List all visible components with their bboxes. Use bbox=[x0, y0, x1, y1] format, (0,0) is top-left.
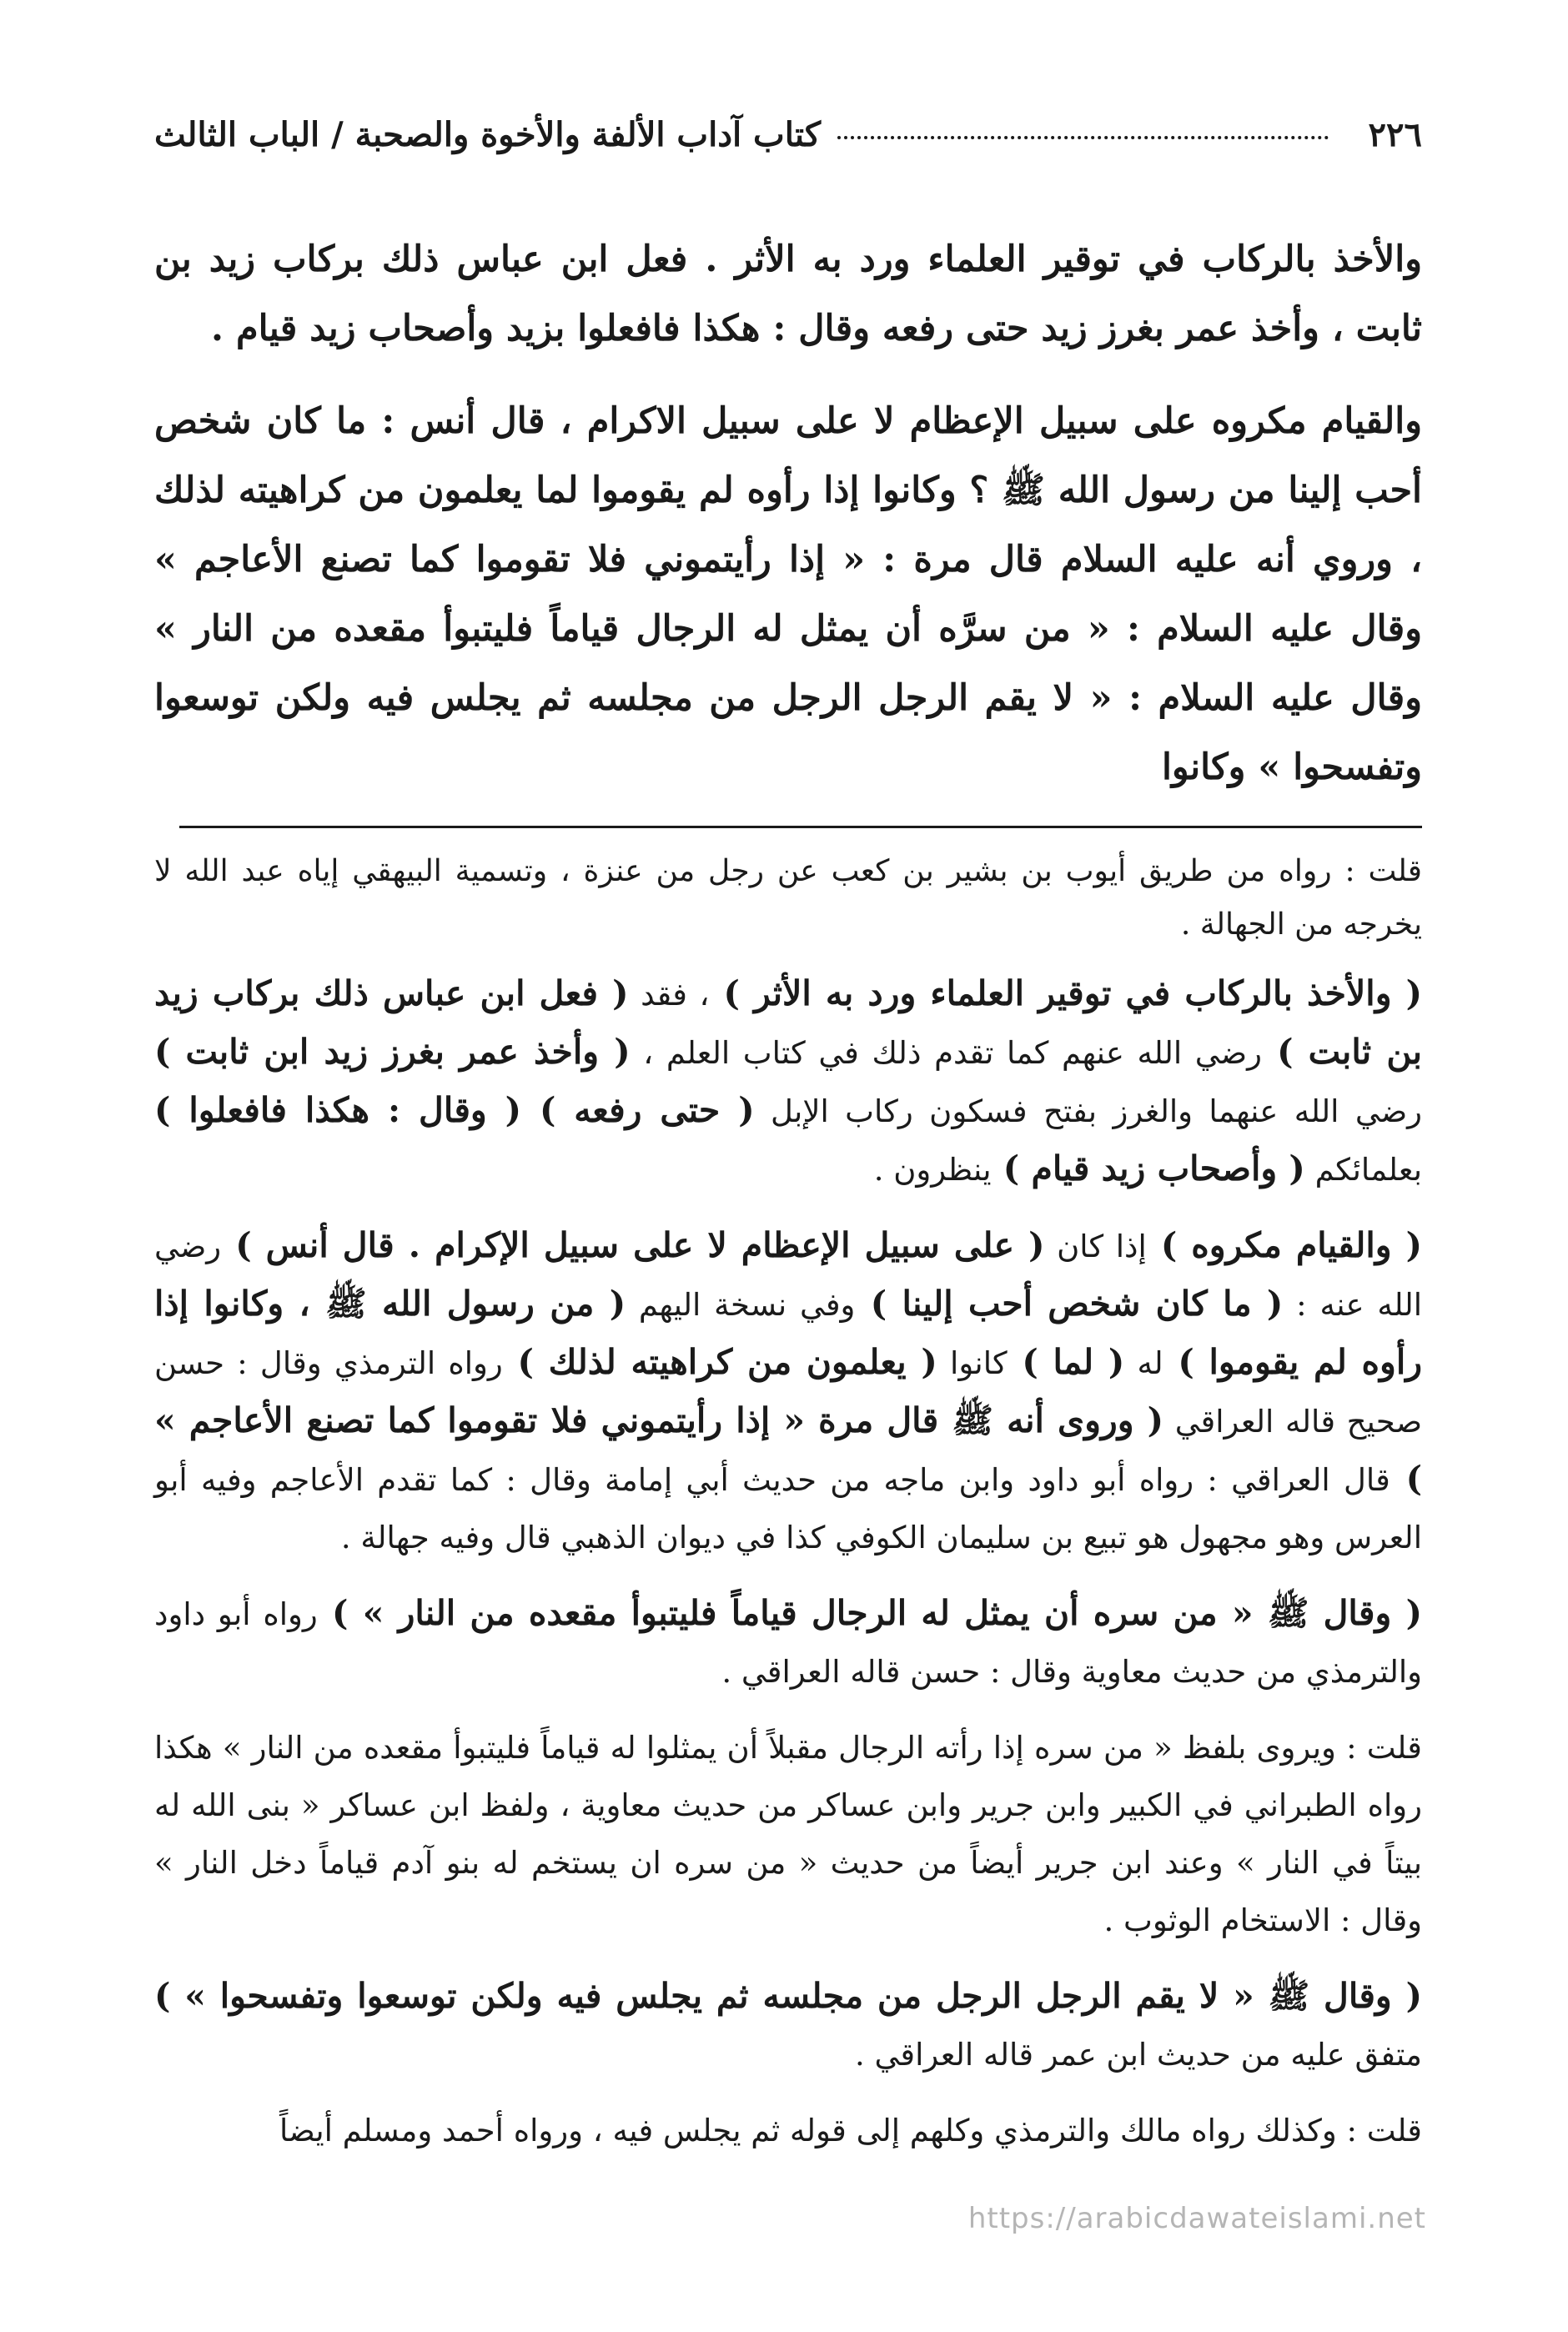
explanation-text: كانوا bbox=[937, 1345, 1008, 1381]
explanation-text: رواه أبو داود والترمذي من حديث معاوية وقال : حسن قاله العراقي . bbox=[154, 1596, 1422, 1690]
watermark-url: https://arabicdawateislami.net bbox=[967, 2202, 1426, 2235]
quoted-text: ( يعلمون من كراهيته لذلك ) bbox=[502, 1342, 937, 1382]
quoted-text: ( وقال ﷺ « لا يقم الرجل الرجل من مجلسه ثم يجلس فيه ولكن توسعوا وتفسحوا » ) bbox=[154, 1976, 1422, 2016]
commentary-section bbox=[154, 965, 1422, 2159]
main-paragraph: والقيام مكروه على سبيل الإعظام لا على سبيل الاكرام ، قال أنس : ما كان شخص أحب إلينا من رسول الله ﷺ ؟ وكانوا إذا رأوه لم يقوموا لما يعلمون من كراهيته لذلك ، وروي أنه عليه السلام قال مرة : « إذا رأيتموني فلا تقوموا كما تصنع الأعاجم » وقال عليه السلام : « من سرَّه أن يمثل له الرجال قياماً فليتبوأ مقعده من النار » وقال عليه السلام : « لا يقم الرجل الرجل من مجلسه ثم يجلس فيه ولكن توسعوا وتفسحوا » وكانوا bbox=[154, 400, 1422, 788]
quoted-text: ( والأخذ بالركاب في توقير العلماء ورد به الأثر ) bbox=[709, 973, 1422, 1013]
page-content bbox=[154, 225, 1422, 2178]
commentary-paragraph bbox=[154, 965, 1422, 1199]
explanation-text: قال العراقي : رواه أبو داود وابن ماجه من حديث أبي إمامة وقال : كما تقدم الأعاجم وفيه أبو العرس وهو مجهول هو تبيع بن سليمان الكوفي كذا في ديوان الذهبي قال وفيه جهالة . bbox=[154, 1462, 1422, 1556]
quoted-text: ( فعل ابن عباس ذلك بركاب زيد بن ثابت ) bbox=[154, 973, 1422, 1072]
running-title: كتاب آداب الألفة والأخوة والصحبة / الباب الثالث bbox=[154, 115, 822, 154]
explanation-text: وفي نسخة اليهم bbox=[626, 1287, 856, 1323]
explanation-text: رضي الله عنهما والغرز بفتح فسكون ركاب الإبل bbox=[754, 1093, 1422, 1129]
footnote-divider bbox=[179, 826, 1422, 828]
quoted-text: ( وقال : هكذا فافعلوا ) bbox=[154, 1090, 522, 1130]
explanation-text: إذا كان bbox=[1044, 1229, 1147, 1264]
header-dot-leader bbox=[837, 136, 1329, 139]
commentary-paragraph bbox=[154, 2102, 1422, 2159]
explanation-text: قلت : ويروى بلفظ « من سره إذا رأته الرجال مقبلاً أن يمثلوا له قياماً فليتبوأ مقعده من النار » هكذا رواه الطبراني في الكبير وابن جرير وابن عساكر من حديث معاوية ، ولفظ ابن عساكر « بنى الله له بيتاً في النار » وعند ابن جرير أيضاً من حديث « من سره ان يستخم له بنو آدم قياماً دخل النار » وقال : الاستخام الوثوب . bbox=[154, 1730, 1422, 1938]
quoted-text: ( ما كان شخص أحب إلينا ) bbox=[855, 1284, 1284, 1324]
explanation-text: قلت : وكذلك رواه مالك والترمذي وكلهم إلى قوله ثم يجلس فيه ، ورواه أحمد ومسلم أيضاً bbox=[279, 2113, 1422, 2149]
page-number: ٢٢٦ bbox=[1368, 115, 1422, 154]
quoted-text: ( وقال ﷺ « من سره أن يمثل له الرجال قياماً فليتبوأ مقعده من النار » ) bbox=[317, 1593, 1422, 1633]
quoted-text: ( حتى رفعه ) bbox=[521, 1090, 755, 1130]
explanation-text: رواه الترمذي وقال : حسن صحيح قاله العراقي bbox=[154, 1345, 1422, 1440]
explanation-text: له bbox=[1124, 1345, 1163, 1381]
main-paragraph: والأخذ بالركاب في توقير العلماء ورد به الأثر . فعل ابن عباس ذلك بركاب زيد بن ثابت ، وأخذ عمر بغرز زيد حتى رفعه وقال : هكذا فافعلوا بزيد وأصحاب زيد قيام . bbox=[154, 239, 1422, 349]
commentary-paragraph bbox=[154, 1585, 1422, 1701]
quoted-text: ( من رسول الله ﷺ ، وكانوا إذا رأوه لم يقوموا ) bbox=[154, 1284, 1423, 1382]
commentary-paragraph bbox=[154, 1719, 1422, 1949]
commentary-paragraph bbox=[154, 1968, 1422, 2083]
commentary-paragraph bbox=[154, 1217, 1422, 1566]
explanation-text: رضي الله عنهم كما تقدم ذلك في كتاب العلم ، bbox=[630, 1035, 1262, 1071]
page-header bbox=[154, 115, 1422, 154]
quoted-text: ( وأصحاب زيد قيام ) bbox=[991, 1148, 1305, 1189]
quoted-text: ( على سبيل الإعظام لا على سبيل الإكرام . قال أنس ) bbox=[221, 1225, 1045, 1265]
explanation-text: متفق عليه من حديث ابن عمر قاله العراقي . bbox=[855, 2037, 1422, 2073]
quoted-text: ( والقيام مكروه ) bbox=[1146, 1225, 1423, 1265]
explanation-text: رضي الله عنه : bbox=[154, 1229, 1423, 1323]
quoted-text: ( وأخذ عمر بغرز زيد ابن ثابت ) bbox=[154, 1032, 631, 1072]
quoted-text: ( وروى أنه ﷺ قال مرة « إذا رأيتموني فلا تقوموا كما تصنع الأعاجم » ) bbox=[154, 1400, 1422, 1499]
footnote: قلت : رواه من طريق أيوب بن بشير بن كعب عن رجل من عنزة ، وتسمية البيهقي إياه عبد الله لا يخرجه من الجهالة . bbox=[154, 854, 1422, 942]
explanation-text: بعلمائكم bbox=[1304, 1152, 1422, 1188]
quoted-text: ( لما ) bbox=[1007, 1342, 1125, 1382]
explanation-text: ينظرون . bbox=[873, 1152, 992, 1188]
explanation-text: ، فقد bbox=[628, 977, 710, 1013]
